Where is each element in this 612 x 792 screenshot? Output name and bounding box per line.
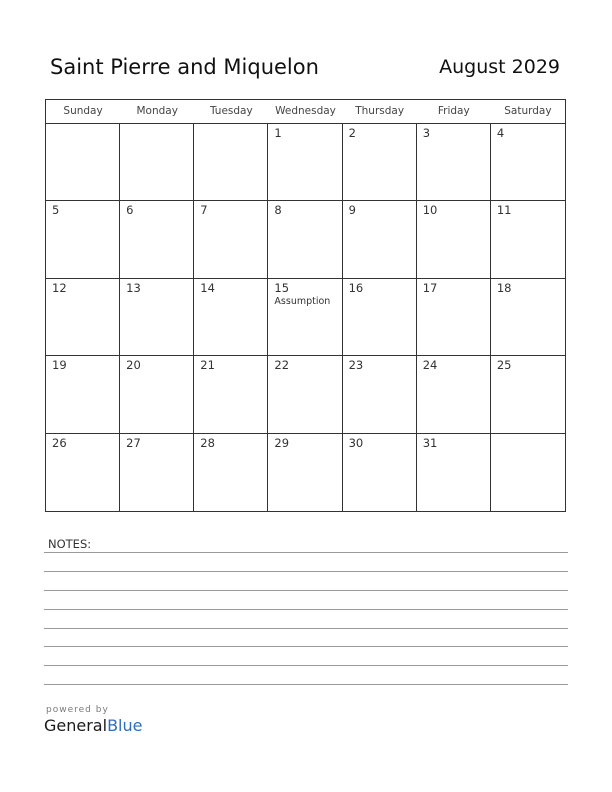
day-cell xyxy=(343,201,417,278)
day-number: 24 xyxy=(422,358,438,373)
day-number: 18 xyxy=(496,280,512,295)
day-number: 25 xyxy=(496,358,512,373)
day-number: 12 xyxy=(52,280,67,295)
day-cell xyxy=(194,434,268,511)
day-number: 5 xyxy=(52,203,60,218)
day-cell xyxy=(46,201,120,278)
day-cell xyxy=(417,434,491,511)
calendar-grid xyxy=(45,99,566,512)
day-cell xyxy=(46,356,120,433)
note-line xyxy=(44,552,568,553)
note-line xyxy=(44,609,568,610)
weekday-header-row xyxy=(46,100,565,124)
day-number: 7 xyxy=(200,203,208,218)
day-cell xyxy=(491,356,565,433)
day-number: 31 xyxy=(422,435,438,450)
day-number: 29 xyxy=(274,435,290,450)
powered-by-text: powered by xyxy=(46,705,109,715)
day-cell xyxy=(268,356,342,433)
day-number: 27 xyxy=(126,435,141,450)
day-cell xyxy=(194,124,268,201)
day-cell xyxy=(46,434,120,511)
notes-label: NOTES: xyxy=(48,537,92,551)
day-number: 26 xyxy=(52,435,67,450)
day-number: 17 xyxy=(422,280,438,295)
day-cell xyxy=(120,201,194,278)
day-number: 11 xyxy=(496,203,512,218)
day-cell xyxy=(194,201,268,278)
note-line xyxy=(44,684,568,685)
day-cell xyxy=(268,201,342,278)
day-number: 28 xyxy=(200,435,215,450)
day-cell xyxy=(491,434,565,511)
day-cell xyxy=(343,434,417,511)
day-cell xyxy=(417,201,491,278)
day-number: 13 xyxy=(126,280,141,295)
day-number: 21 xyxy=(200,358,215,373)
day-cell xyxy=(491,124,565,201)
day-cell xyxy=(120,124,194,201)
note-line xyxy=(44,590,568,591)
day-number: 19 xyxy=(52,358,67,373)
day-number: 9 xyxy=(348,203,356,218)
generalblue-logo xyxy=(44,716,142,735)
holiday-label: Assumption xyxy=(274,295,331,307)
day-number: 23 xyxy=(348,358,364,373)
day-cell xyxy=(343,279,417,356)
day-number: 16 xyxy=(348,280,364,295)
day-cell xyxy=(46,124,120,201)
day-cell xyxy=(120,279,194,356)
weekday-header: Saturday xyxy=(504,105,552,117)
day-cell xyxy=(120,434,194,511)
day-cell xyxy=(417,124,491,201)
day-cell xyxy=(417,279,491,356)
day-cell xyxy=(268,124,342,201)
day-cell xyxy=(417,356,491,433)
day-number: 1 xyxy=(274,126,282,140)
calendar-weeks xyxy=(46,124,565,511)
day-cell xyxy=(268,434,342,511)
note-line xyxy=(44,571,568,572)
day-cell xyxy=(194,356,268,433)
logo-text-general: General xyxy=(44,716,108,735)
day-number: 4 xyxy=(496,126,505,140)
day-number: 6 xyxy=(126,203,134,218)
weekday-header: Thursday xyxy=(355,105,405,117)
day-cell xyxy=(194,279,268,356)
weekday-header: Wednesday xyxy=(275,105,336,117)
day-number: 30 xyxy=(348,435,364,450)
weekday-header: Sunday xyxy=(63,105,103,117)
day-number: 22 xyxy=(274,358,290,373)
note-line xyxy=(44,628,568,629)
day-cell xyxy=(46,279,120,356)
day-cell xyxy=(268,279,342,356)
note-line xyxy=(44,646,568,647)
calendar-title: Saint Pierre and Miquelon xyxy=(50,55,319,79)
note-line xyxy=(44,665,568,666)
day-number: 2 xyxy=(348,126,356,140)
day-cell xyxy=(491,279,565,356)
weekday-header: Friday xyxy=(437,105,470,117)
weekday-header: Tuesday xyxy=(209,105,253,117)
day-number: 20 xyxy=(126,358,141,373)
calendar-month: August 2029 xyxy=(439,56,560,78)
day-number: 10 xyxy=(422,203,438,218)
day-number: 3 xyxy=(422,126,431,140)
day-number: 14 xyxy=(200,280,215,295)
weekday-header: Monday xyxy=(136,105,178,117)
logo-text-blue: Blue xyxy=(107,716,143,735)
day-number: 15 xyxy=(274,280,290,295)
day-cell xyxy=(343,356,417,433)
day-cell xyxy=(343,124,417,201)
day-cell xyxy=(491,201,565,278)
day-cell xyxy=(120,356,194,433)
day-number: 8 xyxy=(274,203,282,218)
